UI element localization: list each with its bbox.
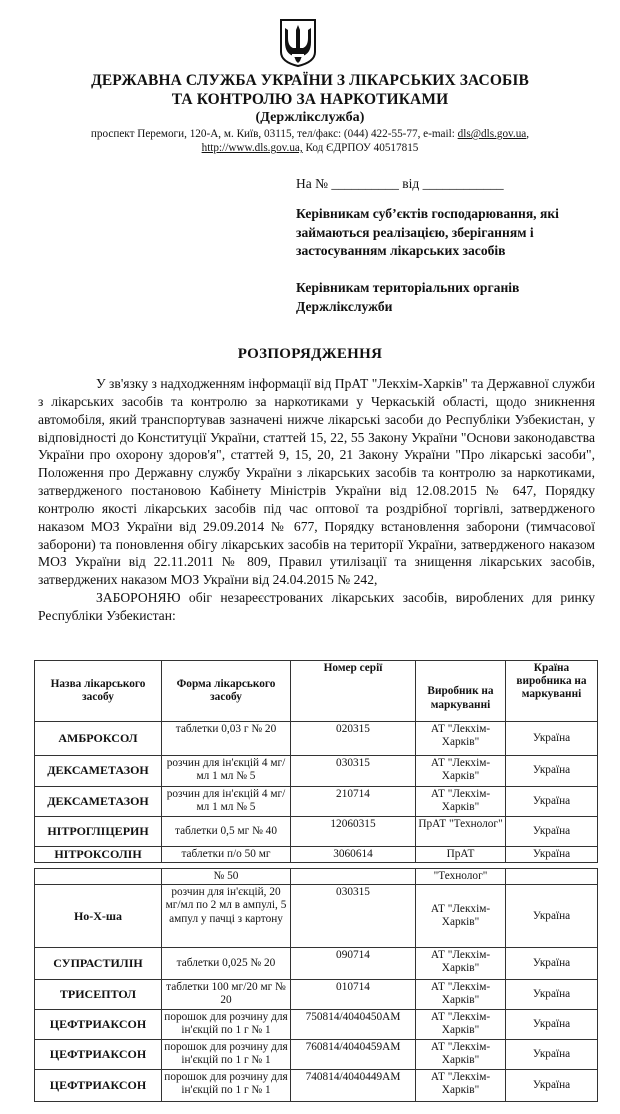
- drug-name: ЦЕФТРИАКСОН: [35, 1040, 162, 1070]
- drug-maker: АТ "Лекхім-Харків": [416, 1070, 506, 1102]
- postal-address: проспект Перемоги, 120-А, м. Київ, 03115, тел/факс: (044) 422-55-77, e-mail:: [90, 128, 458, 140]
- website-line: [0, 142, 620, 154]
- order-body: [38, 375, 595, 625]
- drug-name: ЦЕФТРИАКСОН: [35, 1070, 162, 1102]
- address-line: [0, 128, 620, 140]
- website-link[interactable]: http://www.dls.gov.ua,: [201, 142, 303, 154]
- ref-number-label: На №: [296, 176, 328, 191]
- ref-date-label: від: [402, 176, 420, 191]
- table-row: [35, 756, 598, 787]
- drug-form: розчин для ін'єкцій 4 мг/мл 1 мл № 5: [162, 756, 291, 787]
- drug-country: Україна: [506, 847, 598, 863]
- drug-country: Україна: [506, 787, 598, 817]
- drugs-table-part1: [34, 660, 598, 863]
- continuation-form: № 50: [162, 869, 291, 885]
- continuation-series-empty: [291, 869, 416, 885]
- drug-series: 030315: [291, 756, 416, 787]
- col-header-country: Країна виробника на маркуванні: [506, 661, 598, 722]
- addressee-business: Керівникам суб’єктів господарювання, які займаються реалізацією, зберіганням і застосуванням лікарських засобів: [296, 206, 559, 259]
- continuation-maker: "Технолог": [416, 869, 506, 885]
- drug-name: НІТРОГЛІЦЕРИН: [35, 817, 162, 847]
- table-header-row: [35, 661, 598, 722]
- drug-name: ДЕКСАМЕТАЗОН: [35, 756, 162, 787]
- drug-form: порошок для розчину для ін'єкцій по 1 г № 1: [162, 1010, 291, 1040]
- drug-name: СУПРАСТИЛІН: [35, 948, 162, 980]
- drug-maker: АТ "Лекхім-Харків": [416, 1010, 506, 1040]
- drug-series: 740814/4040449AM: [291, 1070, 416, 1102]
- drug-form: порошок для розчину для ін'єкцій по 1 г № 1: [162, 1070, 291, 1102]
- drug-maker: АТ "Лекхім-Харків": [416, 885, 506, 948]
- document-type-heading: РОЗПОРЯДЖЕННЯ: [237, 346, 383, 362]
- drug-maker: АТ "Лекхім-Харків": [416, 787, 506, 817]
- table-row: [35, 948, 598, 980]
- drug-name: АМБРОКСОЛ: [35, 722, 162, 756]
- table-row: [35, 885, 598, 948]
- org-name-line1: ДЕРЖАВНА СЛУЖБА УКРАЇНИ З ЛІКАРСЬКИХ ЗАСОБІВ: [91, 72, 529, 89]
- drug-series: 030315: [291, 885, 416, 948]
- drug-name: ДЕКСАМЕТАЗОН: [35, 787, 162, 817]
- ref-number-blank: __________: [331, 176, 399, 191]
- body-paragraph-1: У зв'язку з надходженням інформації від ПрАТ "Лекхім-Харків" та Державної служби з лікарських засобів та контролю за наркотиками у Черкаській області, щодо зникнення автомобіля, який транспортував зазначені нижче лікарські засоби до Республіки Узбекистан, у відповідності до Конституції України, статтей 15, 22, 55 Закону України "Основи законодавства України про охорону здоров'я", статтей 9, 15, 20, 21 Закону України "Про лікарські засоби", Положення про Державну службу України з лікарських засобів та контролю за наркотиками, затвердженого постановою Кабінету Міністрів України від 12.08.2015 № 647, Порядку контролю якості лікарських засобів під час оптової та роздрібної торгівлі, затвердженого наказом МОЗ України від 29.09.2014 № 677, Порядку встановлення заборони (тимчасової заборони) та поновлення обігу лікарських засобів на території України, затвердженого наказом МОЗ України від 22.11.2011 № 809, Правил утилізації та знищення лікарських засобів, затверджених наказом МОЗ України від 24.04.2015 № 242,: [38, 376, 595, 588]
- reference-line: [296, 176, 504, 192]
- col-header-name: Назва лікарського засобу: [35, 661, 162, 722]
- email-link[interactable]: dls@dls.gov.ua: [457, 128, 527, 140]
- table-row-continuation: [35, 869, 598, 885]
- col-header-maker: Виробник на маркуванні: [416, 661, 506, 722]
- drug-series: 750814/4040450AM: [291, 1010, 416, 1040]
- drug-maker: АТ "Лекхім-Харків": [416, 1040, 506, 1070]
- drug-series: 3060614: [291, 847, 416, 863]
- drug-series: 090714: [291, 948, 416, 980]
- table-row: [35, 1010, 598, 1040]
- drug-name: Но-Х-ша: [35, 885, 162, 948]
- drug-country: Україна: [506, 885, 598, 948]
- drug-form: таблетки 0,5 мг № 40: [162, 817, 291, 847]
- drug-series: 210714: [291, 787, 416, 817]
- drug-country: Україна: [506, 1010, 598, 1040]
- drug-form: таблетки 100 мг/20 мг № 20: [162, 980, 291, 1010]
- table-row: [35, 847, 598, 863]
- org-short-name: (Держлікслужба): [255, 110, 365, 125]
- drugs-table-part2: [34, 868, 598, 1102]
- drug-maker: АТ "Лекхім-Харків": [416, 756, 506, 787]
- drug-country: Україна: [506, 948, 598, 980]
- drug-maker: АТ "Лекхім-Харків": [416, 722, 506, 756]
- continuation-country-empty: [506, 869, 598, 885]
- addressee-territorial: Керівникам територіальних органів Держлікслужби: [296, 280, 520, 314]
- drug-series: 020315: [291, 722, 416, 756]
- coat-of-arms-icon: [278, 18, 318, 68]
- drug-form: розчин для ін'єкцій, 20 мг/мл по 2 мл в ампулі, 5 ампул у пачці з картону: [162, 885, 291, 948]
- drug-form: таблетки п/о 50 мг: [162, 847, 291, 863]
- drug-maker: АТ "Лекхім-Харків": [416, 980, 506, 1010]
- drug-country: Україна: [506, 722, 598, 756]
- drug-country: Україна: [506, 756, 598, 787]
- ref-date-blank: ____________: [422, 176, 504, 191]
- col-header-form: Форма лікарського засобу: [162, 661, 291, 722]
- drug-country: Україна: [506, 980, 598, 1010]
- drug-country: Україна: [506, 1040, 598, 1070]
- table-row: [35, 787, 598, 817]
- table-row: [35, 980, 598, 1010]
- drug-country: Україна: [506, 817, 598, 847]
- drug-maker: ПрАТ "Технолог": [416, 817, 506, 847]
- drug-series: 010714: [291, 980, 416, 1010]
- address-separator: ,: [526, 128, 530, 140]
- table-row: [35, 722, 598, 756]
- col-header-series: Номер серії: [291, 661, 416, 722]
- table-row: [35, 1040, 598, 1070]
- drug-form: розчин для ін'єкцій 4 мг/мл 1 мл № 5: [162, 787, 291, 817]
- org-name-line2: ТА КОНТРОЛЮ ЗА НАРКОТИКАМИ: [171, 91, 449, 108]
- drug-form: таблетки 0,025 № 20: [162, 948, 291, 980]
- body-paragraph-2: ЗАБОРОНЯЮ обіг незареєстрованих лікарських засобів, вироблених для ринку Республіки Узбекистан:: [38, 590, 595, 623]
- drug-name: ЦЕФТРИАКСОН: [35, 1010, 162, 1040]
- table-row: [35, 817, 598, 847]
- drug-form: таблетки 0,03 г № 20: [162, 722, 291, 756]
- continuation-name-empty: [35, 869, 162, 885]
- drug-country: Україна: [506, 1070, 598, 1102]
- drug-name: ТРИСЕПТОЛ: [35, 980, 162, 1010]
- drug-maker: АТ "Лекхім-Харків": [416, 948, 506, 980]
- table-row: [35, 1070, 598, 1102]
- drug-series: 12060315: [291, 817, 416, 847]
- drug-series: 760814/4040459AM: [291, 1040, 416, 1070]
- edrpou-code: Код ЄДРПОУ 40517815: [302, 142, 419, 154]
- drug-maker: ПрАТ: [416, 847, 506, 863]
- drug-name: НІТРОКСОЛІН: [35, 847, 162, 863]
- drug-form: порошок для розчину для ін'єкцій по 1 г № 1: [162, 1040, 291, 1070]
